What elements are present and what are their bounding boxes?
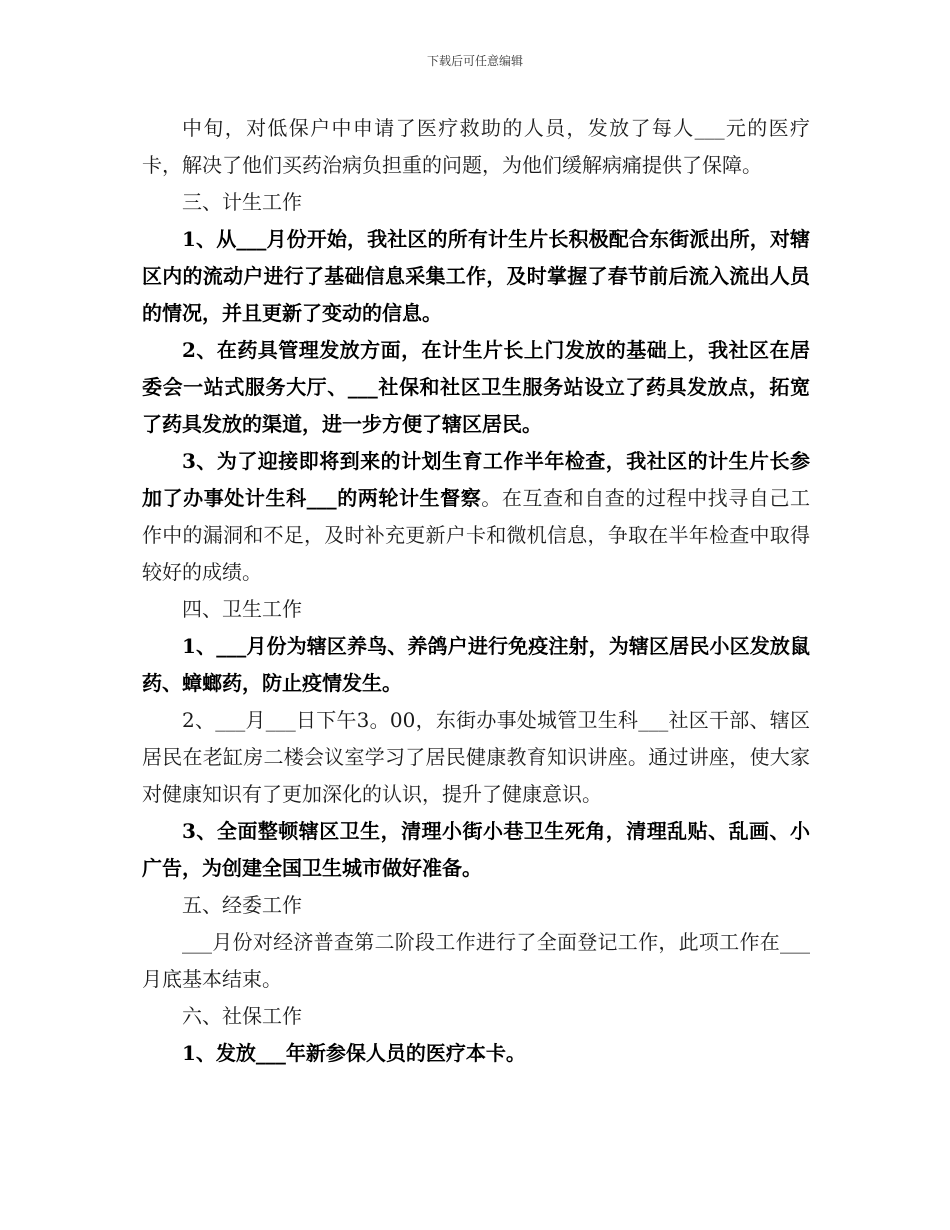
section-heading-family-planning: 三、计生工作 [182, 190, 302, 214]
paragraph-health-1: 1、___月份为辖区养鸟、养鸽户进行免疫注射，为辖区居民小区发放鼠药、蟑螂药，防止疫情发生。 [142, 634, 810, 695]
paragraph-family-planning-3 [142, 443, 810, 591]
paragraph-social-security-1: 1、发放___年新参保人员的医疗本卡。 [182, 1041, 526, 1065]
section-heading-health: 四、卫生工作 [182, 597, 302, 621]
paragraph-family-planning-2: 2、在药具管理发放方面，在计生片长上门发放的基础上，我社区在居委会一站式服务大厅、___社保和社区卫生服务站设立了药具发放点，拓宽了药具发放的渠道，进一步方便了辖区居民。 [142, 338, 810, 436]
section-heading-social-security: 六、社保工作 [182, 1004, 302, 1028]
document-body [142, 110, 810, 1072]
paragraph-health-3: 3、全面整顿辖区卫生，清理小街小巷卫生死角，清理乱贴、乱画、小广告，为创建全国卫生城市做好准备。 [142, 819, 810, 880]
page-header: 下载后可任意编辑 [426, 54, 523, 68]
paragraph-economic-1: ___月份对经济普查第二阶段工作进行了全面登记工作，此项工作在___月底基本结束。 [142, 930, 810, 991]
paragraph-family-planning-1: 1、从___月份开始，我社区的所有计生片长积极配合东街派出所，对辖区内的流动户进行了基础信息采集工作，及时掌握了春节前后流入流出人员的情况，并且更新了变动的信息。 [142, 227, 810, 325]
paragraph-medical-card: 中旬，对低保户中申请了医疗救助的人员，发放了每人___元的医疗卡，解决了他们买药治病负担重的问题，为他们缓解病痛提供了保障。 [142, 116, 810, 177]
paragraph-health-2: 2、___月___日下午3。00，东街办事处城管卫生科___社区干部、辖区居民在老缸房二楼会议室学习了居民健康教育知识讲座。通过讲座，使大家对健康知识有了更加深化的认识，提升了健康意识。 [142, 708, 810, 806]
paragraph-family-planning-3-bold: 3、为了迎接即将到来的计划生育工作半年检查，我社区的计生片长参加了办事处计生科___的两轮计生督察 [142, 449, 810, 510]
paragraph-family-planning-3-normal: 。在互查和自查的过程中找寻自己工作中的漏洞和不足，及时补充更新户卡和微机信息，争取在半年检查中取得较好的成绩。 [142, 486, 811, 584]
section-heading-economic: 五、经委工作 [182, 893, 302, 917]
